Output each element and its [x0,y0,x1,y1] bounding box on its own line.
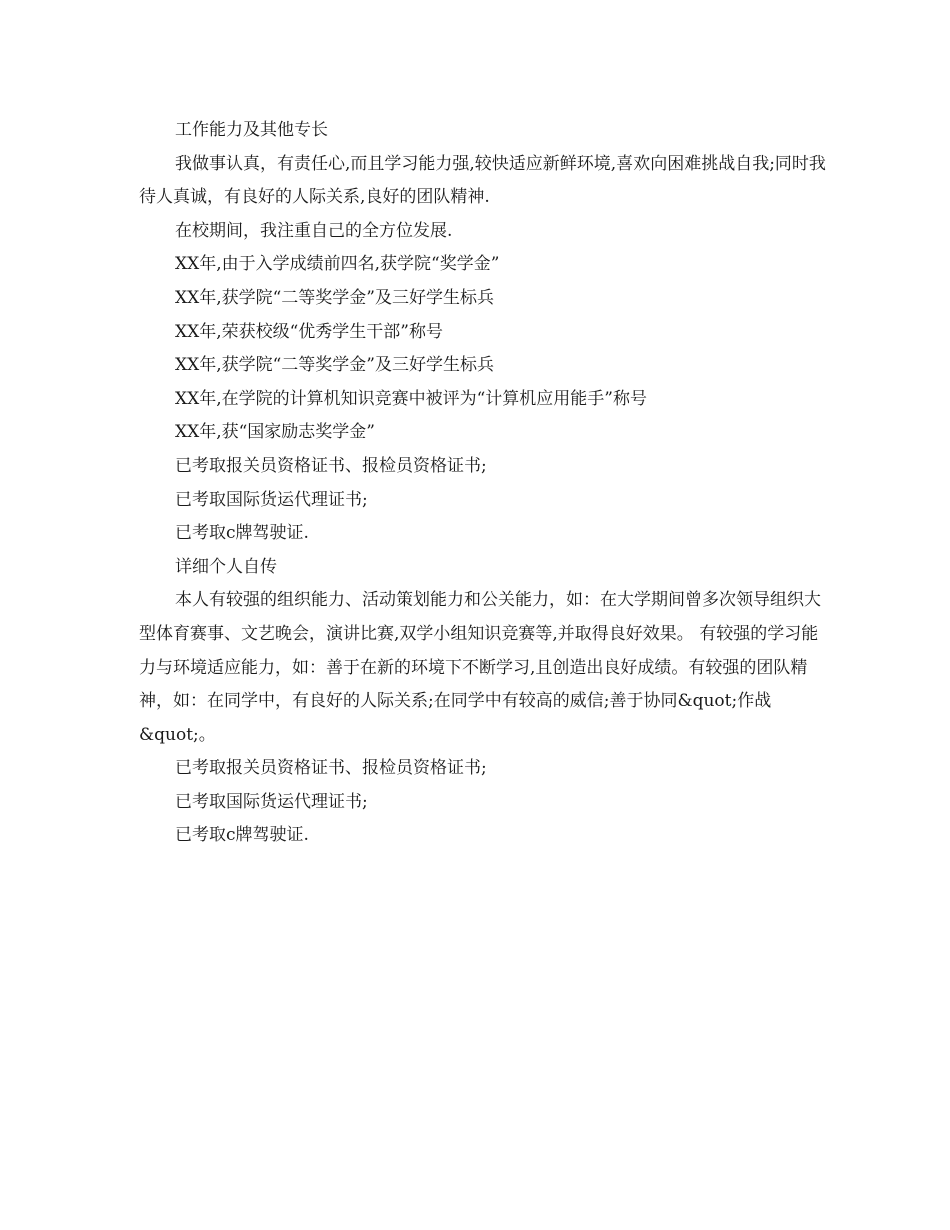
award-item: XX年,荣获校级“优秀学生干部”称号 [175,321,443,342]
award-item: XX年,获学院“二等奖学金”及三好学生标兵 [175,287,494,308]
certificate-item: 已考取c牌驾驶证. [175,523,309,544]
certificate-item: 已考取国际货运代理证书; [175,791,368,812]
award-item: XX年,获“国家励志奖学金” [175,422,375,443]
certificate-item: 已考取国际货运代理证书; [175,489,368,510]
certificate-item: 已考取c牌驾驶证. [175,825,309,846]
paragraph-autobiography: 本人有较强的组织能力、活动策划能力和公关能力，如：在大学期间曾多次领导组织大型体育赛事、文艺晚会，演讲比赛,双学小组知识竞赛等,并取得良好效果。 有较强的学习能力与环境适应能力，如：善于在新的环境下不断学习,且创造出良好成绩。有较强的团队精神，如：在同学中，有良好的人际关系;在同学中有较高的威信;善于协同&quot;作战&quot;。 [139,590,821,745]
document-body [139,114,829,853]
certificate-item: 已考取报关员资格证书、报检员资格证书; [175,455,487,476]
award-item: XX年,在学院的计算机知识竞赛中被评为“计算机应用能手”称号 [175,388,647,409]
paragraph-self-description: 我做事认真，有责任心,而且学习能力强,较快适应新鲜环境,喜欢向困难挑战自我;同时我待人真诚，有良好的人际关系,良好的团队精神. [139,153,826,208]
paragraph-school-development: 在校期间，我注重自己的全方位发展. [175,220,453,241]
award-item: XX年,获学院“二等奖学金”及三好学生标兵 [175,355,494,376]
section-heading-autobiography: 详细个人自传 [175,556,277,577]
section-heading-work-ability: 工作能力及其他专长 [175,120,328,140]
award-item: XX年,由于入学成绩前四名,获学院“奖学金” [175,254,500,275]
certificate-item: 已考取报关员资格证书、报检员资格证书; [175,758,487,779]
